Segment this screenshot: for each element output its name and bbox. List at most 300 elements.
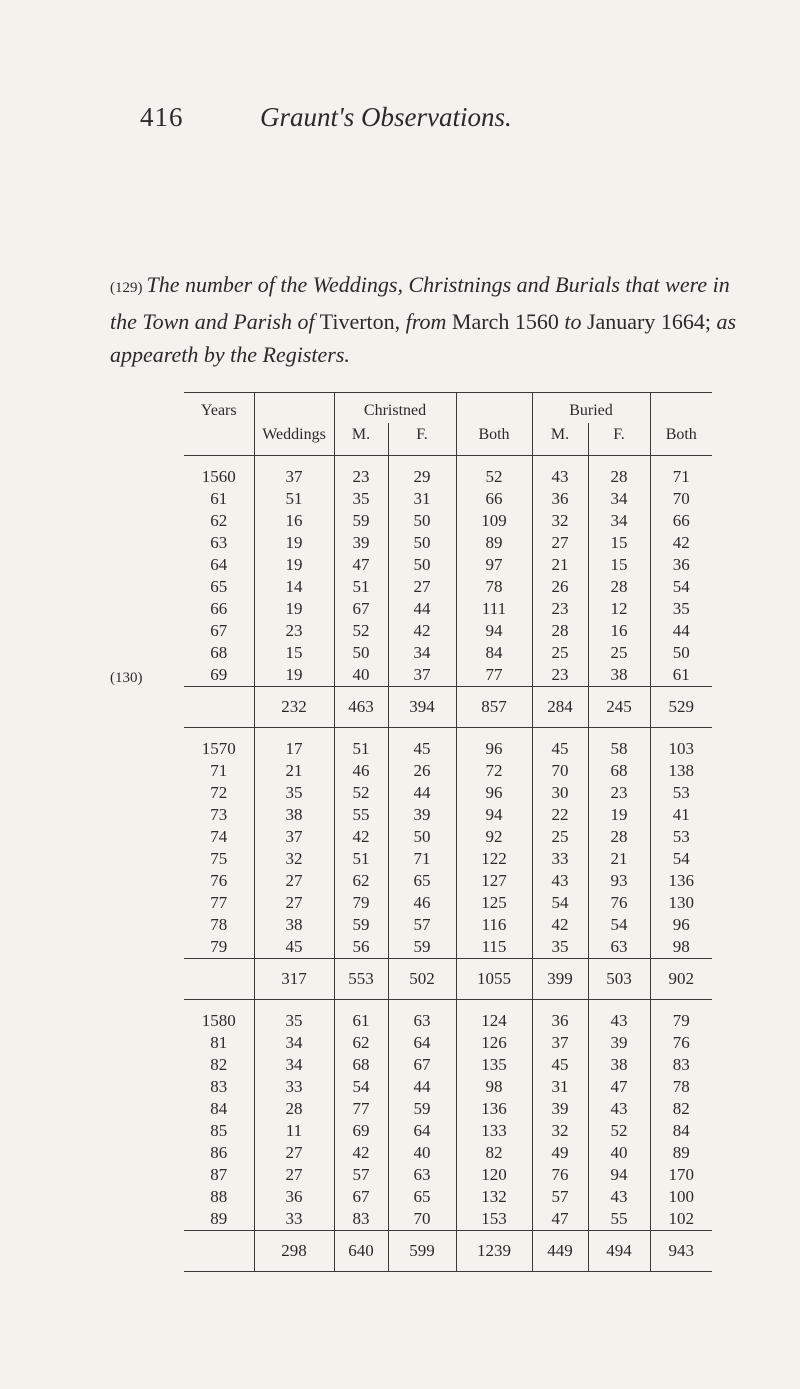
table-cell: 33 — [532, 848, 588, 870]
caption-part1: The number of the Weddings, Christnings and Burials that were in the Town and Parish of — [110, 272, 730, 334]
table-cell: 50 — [388, 826, 456, 848]
table-row — [184, 1000, 712, 1033]
table-cell: 98 — [650, 936, 712, 959]
table-cell: 71 — [210, 761, 228, 780]
table-cell: 23 — [334, 456, 388, 489]
table-cell: 57 — [532, 1186, 588, 1208]
table-cell: 45 — [532, 1054, 588, 1076]
table-cell: 84 — [456, 642, 532, 664]
table-cell: 50 — [334, 642, 388, 664]
table-cell: 1560 — [201, 467, 236, 486]
table-cell: 116 — [456, 914, 532, 936]
table-cell: 49 — [532, 1142, 588, 1164]
table-cell: 64 — [388, 1120, 456, 1142]
table-cell: 37 — [532, 1032, 588, 1054]
table-cell: 75 — [210, 849, 228, 868]
table-cell: 138 — [650, 760, 712, 782]
table-cell: 127 — [456, 870, 532, 892]
table-cell: 25 — [532, 826, 588, 848]
table-cell: 35 — [650, 598, 712, 620]
table-row — [184, 848, 712, 870]
table-cell: 69 — [210, 665, 228, 684]
table-cell: 81 — [210, 1033, 228, 1052]
table-cell: 15 — [588, 554, 650, 576]
header-christned-both: Both — [456, 423, 532, 456]
table-cell: 42 — [388, 620, 456, 642]
table-cell: 27 — [532, 532, 588, 554]
table-cell: 1570 — [201, 739, 236, 758]
table-cell: 71 — [388, 848, 456, 870]
table-cell: 27 — [254, 1142, 334, 1164]
table-cell: 39 — [588, 1032, 650, 1054]
table-cell: 98 — [456, 1076, 532, 1098]
table-cell: 50 — [388, 532, 456, 554]
table-cell: 66 — [650, 510, 712, 532]
table-cell: 109 — [456, 510, 532, 532]
table-cell: 43 — [532, 456, 588, 489]
table-cell: 44 — [650, 620, 712, 642]
table-cell: 55 — [588, 1208, 650, 1231]
table-cell: 56 — [334, 936, 388, 959]
table-cell: 47 — [532, 1208, 588, 1231]
total-cell: 902 — [650, 959, 712, 1000]
table-cell: 23 — [532, 598, 588, 620]
table-cell: 82 — [210, 1055, 228, 1074]
total-row — [184, 687, 712, 728]
table-cell: 14 — [254, 576, 334, 598]
table-cell: 111 — [456, 598, 532, 620]
table-row — [184, 1186, 712, 1208]
table-cell: 71 — [650, 456, 712, 489]
table-cell: 59 — [388, 1098, 456, 1120]
table-cell: 23 — [532, 664, 588, 687]
table-cell: 59 — [388, 936, 456, 959]
total-cell: 1055 — [456, 959, 532, 1000]
table-cell: 26 — [388, 760, 456, 782]
table-cell: 42 — [334, 1142, 388, 1164]
table-cell: 67 — [334, 1186, 388, 1208]
caption-from: from — [405, 309, 447, 334]
table-cell: 64 — [388, 1032, 456, 1054]
table-cell: 170 — [650, 1164, 712, 1186]
table-row — [184, 936, 712, 959]
table-cell: 51 — [334, 848, 388, 870]
table-cell: 122 — [456, 848, 532, 870]
table-cell: 54 — [334, 1076, 388, 1098]
caption-tail: as appeareth by the Registers. — [110, 309, 737, 367]
table-cell: 59 — [334, 914, 388, 936]
table-row — [184, 914, 712, 936]
total-cell: 463 — [334, 687, 388, 728]
table-cell: 52 — [588, 1120, 650, 1142]
table-cell: 69 — [334, 1120, 388, 1142]
table-cell: 62 — [334, 1032, 388, 1054]
table-cell: 47 — [588, 1076, 650, 1098]
total-cell: 1239 — [456, 1231, 532, 1272]
table-row — [184, 1208, 712, 1231]
table-cell: 51 — [254, 488, 334, 510]
table-cell: 57 — [334, 1164, 388, 1186]
table-cell: 36 — [650, 554, 712, 576]
table-cell: 45 — [532, 728, 588, 761]
table-cell: 43 — [588, 1186, 650, 1208]
table-cell: 100 — [650, 1186, 712, 1208]
table-cell: 68 — [334, 1054, 388, 1076]
table-row — [184, 598, 712, 620]
table-cell: 86 — [210, 1143, 228, 1162]
table-row — [184, 728, 712, 761]
table-cell: 84 — [650, 1120, 712, 1142]
table-cell: 19 — [254, 664, 334, 687]
table-cell: 33 — [254, 1076, 334, 1098]
table-cell: 29 — [388, 456, 456, 489]
total-cell: 245 — [588, 687, 650, 728]
table-cell: 136 — [650, 870, 712, 892]
table-cell: 63 — [388, 1000, 456, 1033]
table-row — [184, 870, 712, 892]
table-cell: 57 — [388, 914, 456, 936]
caption-start: March 1560 — [451, 309, 559, 334]
table-cell: 26 — [532, 576, 588, 598]
table-row — [184, 1054, 712, 1076]
table-cell: 77 — [210, 893, 228, 912]
table-cell: 79 — [650, 1000, 712, 1033]
table-cell: 42 — [650, 532, 712, 554]
table-cell: 97 — [456, 554, 532, 576]
header-buried-f: F. — [588, 423, 650, 456]
table-cell: 102 — [650, 1208, 712, 1231]
table-cell: 25 — [532, 642, 588, 664]
header-weddings: Weddings — [254, 423, 334, 456]
table-row — [184, 826, 712, 848]
table-cell: 36 — [532, 488, 588, 510]
table-cell: 62 — [210, 511, 228, 530]
table-cell: 88 — [210, 1187, 228, 1206]
table-cell: 83 — [334, 1208, 388, 1231]
table-cell: 65 — [210, 577, 228, 596]
table-cell: 37 — [254, 826, 334, 848]
table-cell: 35 — [254, 782, 334, 804]
table-row — [184, 1120, 712, 1142]
table-cell: 19 — [254, 554, 334, 576]
table-cell: 72 — [456, 760, 532, 782]
table-cell: 73 — [210, 805, 228, 824]
table-cell: 42 — [532, 914, 588, 936]
table-cell: 21 — [532, 554, 588, 576]
total-cell: 553 — [334, 959, 388, 1000]
table-body — [184, 456, 712, 1272]
table-cell: 39 — [388, 804, 456, 826]
register-table — [184, 392, 712, 1272]
table-row — [184, 1142, 712, 1164]
table-cell: 135 — [456, 1054, 532, 1076]
table-cell: 46 — [388, 892, 456, 914]
table-cell: 43 — [588, 1098, 650, 1120]
table-cell: 51 — [334, 576, 388, 598]
table-cell: 40 — [588, 1142, 650, 1164]
total-cell: 284 — [532, 687, 588, 728]
table-cell: 70 — [388, 1208, 456, 1231]
table-cell: 40 — [388, 1142, 456, 1164]
table-cell: 82 — [650, 1098, 712, 1120]
table-cell: 27 — [254, 870, 334, 892]
table-cell: 63 — [388, 1164, 456, 1186]
table-cell: 76 — [532, 1164, 588, 1186]
table-cell: 136 — [456, 1098, 532, 1120]
table-cell: 96 — [456, 728, 532, 761]
total-cell: 317 — [254, 959, 334, 1000]
total-cell — [184, 1231, 254, 1272]
table-cell: 76 — [650, 1032, 712, 1054]
table-cell: 70 — [532, 760, 588, 782]
table-cell: 27 — [254, 1164, 334, 1186]
table-row — [184, 1098, 712, 1120]
table-cell: 37 — [388, 664, 456, 687]
table-row — [184, 554, 712, 576]
table-cell: 28 — [254, 1098, 334, 1120]
table-cell: 89 — [650, 1142, 712, 1164]
table-cell: 78 — [650, 1076, 712, 1098]
total-cell: 503 — [588, 959, 650, 1000]
table-cell: 50 — [388, 554, 456, 576]
table-cell: 89 — [456, 532, 532, 554]
total-cell: 399 — [532, 959, 588, 1000]
table-cell: 19 — [588, 804, 650, 826]
table-cell: 44 — [388, 1076, 456, 1098]
table-cell: 72 — [210, 783, 228, 802]
table-cell: 61 — [210, 489, 228, 508]
table-cell: 30 — [532, 782, 588, 804]
table-cell: 23 — [588, 782, 650, 804]
table-cell: 28 — [532, 620, 588, 642]
page-number: 416 — [140, 102, 184, 132]
table-cell: 50 — [388, 510, 456, 532]
table-cell: 36 — [532, 1000, 588, 1033]
table-cell: 17 — [254, 728, 334, 761]
table-cell: 93 — [588, 870, 650, 892]
table-cell: 79 — [210, 937, 228, 956]
table-cell: 84 — [210, 1099, 228, 1118]
table-cell: 78 — [456, 576, 532, 598]
table-cell: 40 — [334, 664, 388, 687]
table-cell: 51 — [334, 728, 388, 761]
table-cell: 27 — [388, 576, 456, 598]
table-cell: 55 — [334, 804, 388, 826]
table-cell: 78 — [210, 915, 228, 934]
table-cell: 34 — [588, 510, 650, 532]
table-cell: 58 — [588, 728, 650, 761]
table-cell: 54 — [650, 848, 712, 870]
table-cell: 66 — [456, 488, 532, 510]
table-cell: 62 — [334, 870, 388, 892]
table-cell: 28 — [588, 826, 650, 848]
table-cell: 31 — [532, 1076, 588, 1098]
table-cell: 52 — [334, 782, 388, 804]
table-cell: 61 — [334, 1000, 388, 1033]
table-cell: 94 — [456, 804, 532, 826]
total-row — [184, 959, 712, 1000]
table-cell: 94 — [456, 620, 532, 642]
table-cell: 38 — [254, 804, 334, 826]
table-cell: 34 — [254, 1032, 334, 1054]
table-cell: 43 — [588, 1000, 650, 1033]
table-cell: 64 — [210, 555, 228, 574]
table-row — [184, 488, 712, 510]
table-cell: 89 — [210, 1209, 228, 1228]
table-cell: 16 — [254, 510, 334, 532]
table-cell: 11 — [254, 1120, 334, 1142]
table-cell: 46 — [334, 760, 388, 782]
table-cell: 63 — [210, 533, 228, 552]
table-row — [184, 1032, 712, 1054]
caption-place: Tiverton, — [319, 309, 401, 334]
table-cell: 43 — [532, 870, 588, 892]
table-cell: 67 — [388, 1054, 456, 1076]
header-buried-both: Both — [650, 423, 712, 456]
table-cell: 54 — [532, 892, 588, 914]
table-cell: 74 — [210, 827, 228, 846]
total-cell: 943 — [650, 1231, 712, 1272]
table-cell: 19 — [254, 532, 334, 554]
table-cell: 87 — [210, 1165, 228, 1184]
table-row — [184, 782, 712, 804]
table-cell: 15 — [588, 532, 650, 554]
table-cell: 96 — [650, 914, 712, 936]
total-cell — [184, 687, 254, 728]
table-cell: 32 — [254, 848, 334, 870]
table-cell: 66 — [210, 599, 228, 618]
table-cell: 83 — [650, 1054, 712, 1076]
table-cell: 65 — [388, 1186, 456, 1208]
table-cell: 32 — [532, 510, 588, 532]
table-row — [184, 642, 712, 664]
table-cell: 23 — [254, 620, 334, 642]
table-cell: 39 — [334, 532, 388, 554]
total-cell: 529 — [650, 687, 712, 728]
table-cell: 44 — [388, 598, 456, 620]
header-buried-m: M. — [532, 423, 588, 456]
table-cell: 79 — [334, 892, 388, 914]
table-cell: 133 — [456, 1120, 532, 1142]
table-cell: 45 — [254, 936, 334, 959]
table-cell: 1580 — [201, 1011, 236, 1030]
table-cell: 28 — [588, 456, 650, 489]
table-cell: 37 — [254, 456, 334, 489]
table-cell: 28 — [588, 576, 650, 598]
total-cell: 640 — [334, 1231, 388, 1272]
table-row — [184, 1164, 712, 1186]
table-row — [184, 664, 712, 687]
table-cell: 103 — [650, 728, 712, 761]
table-cell: 36 — [254, 1186, 334, 1208]
table-row — [184, 1076, 712, 1098]
table-cell: 59 — [334, 510, 388, 532]
total-cell: 599 — [388, 1231, 456, 1272]
table-cell: 34 — [388, 642, 456, 664]
table-cell: 35 — [334, 488, 388, 510]
total-cell — [184, 959, 254, 1000]
table-cell: 82 — [456, 1142, 532, 1164]
header-buried: Buried — [532, 393, 650, 424]
table-cell: 68 — [588, 760, 650, 782]
table-cell: 76 — [588, 892, 650, 914]
table-cell: 38 — [588, 664, 650, 687]
table-row — [184, 620, 712, 642]
table-cell: 45 — [388, 728, 456, 761]
table-cell: 96 — [456, 782, 532, 804]
total-cell: 449 — [532, 1231, 588, 1272]
table-cell: 68 — [210, 643, 228, 662]
table-cell: 35 — [254, 1000, 334, 1033]
table-cell: 53 — [650, 782, 712, 804]
table-cell: 77 — [456, 664, 532, 687]
table-cell: 34 — [588, 488, 650, 510]
table-cell: 22 — [532, 804, 588, 826]
table-cell: 47 — [334, 554, 388, 576]
table-cell: 31 — [388, 488, 456, 510]
table-caption — [110, 268, 750, 371]
table-cell: 27 — [254, 892, 334, 914]
table-cell: 38 — [254, 914, 334, 936]
table-cell: 130 — [650, 892, 712, 914]
total-row — [184, 1231, 712, 1272]
table-cell: 50 — [650, 642, 712, 664]
table-cell: 15 — [254, 642, 334, 664]
table-cell: 34 — [254, 1054, 334, 1076]
total-cell: 232 — [254, 687, 334, 728]
header-christned-m: M. — [334, 423, 388, 456]
table-cell: 19 — [254, 598, 334, 620]
margin-note: (130) — [110, 670, 143, 686]
table-cell: 132 — [456, 1186, 532, 1208]
header-christned-f: F. — [388, 423, 456, 456]
table-cell: 94 — [588, 1164, 650, 1186]
total-cell: 494 — [588, 1231, 650, 1272]
table-cell: 83 — [210, 1077, 228, 1096]
table-header — [184, 393, 712, 456]
table-cell: 124 — [456, 1000, 532, 1033]
table-cell: 53 — [650, 826, 712, 848]
table-cell: 52 — [334, 620, 388, 642]
table-cell: 39 — [532, 1098, 588, 1120]
table-cell: 92 — [456, 826, 532, 848]
header-christned: Christned — [334, 393, 456, 424]
running-title: Graunt's Observations. — [260, 102, 512, 132]
table-cell: 35 — [532, 936, 588, 959]
table-cell: 125 — [456, 892, 532, 914]
total-cell: 298 — [254, 1231, 334, 1272]
caption-end: January 1664; — [586, 309, 711, 334]
table-cell: 67 — [334, 598, 388, 620]
table-cell: 54 — [588, 914, 650, 936]
table-cell: 77 — [334, 1098, 388, 1120]
table-cell: 63 — [588, 936, 650, 959]
table-cell: 85 — [210, 1121, 228, 1140]
table-cell: 41 — [650, 804, 712, 826]
table-cell: 12 — [588, 598, 650, 620]
table-cell: 42 — [334, 826, 388, 848]
table-row — [184, 892, 712, 914]
table-cell: 65 — [388, 870, 456, 892]
header-years: Years — [200, 402, 237, 419]
table-cell: 61 — [650, 664, 712, 687]
table-cell: 70 — [650, 488, 712, 510]
total-cell: 394 — [388, 687, 456, 728]
table-cell: 67 — [210, 621, 228, 640]
table-cell: 76 — [210, 871, 228, 890]
table-row — [184, 576, 712, 598]
total-cell: 857 — [456, 687, 532, 728]
